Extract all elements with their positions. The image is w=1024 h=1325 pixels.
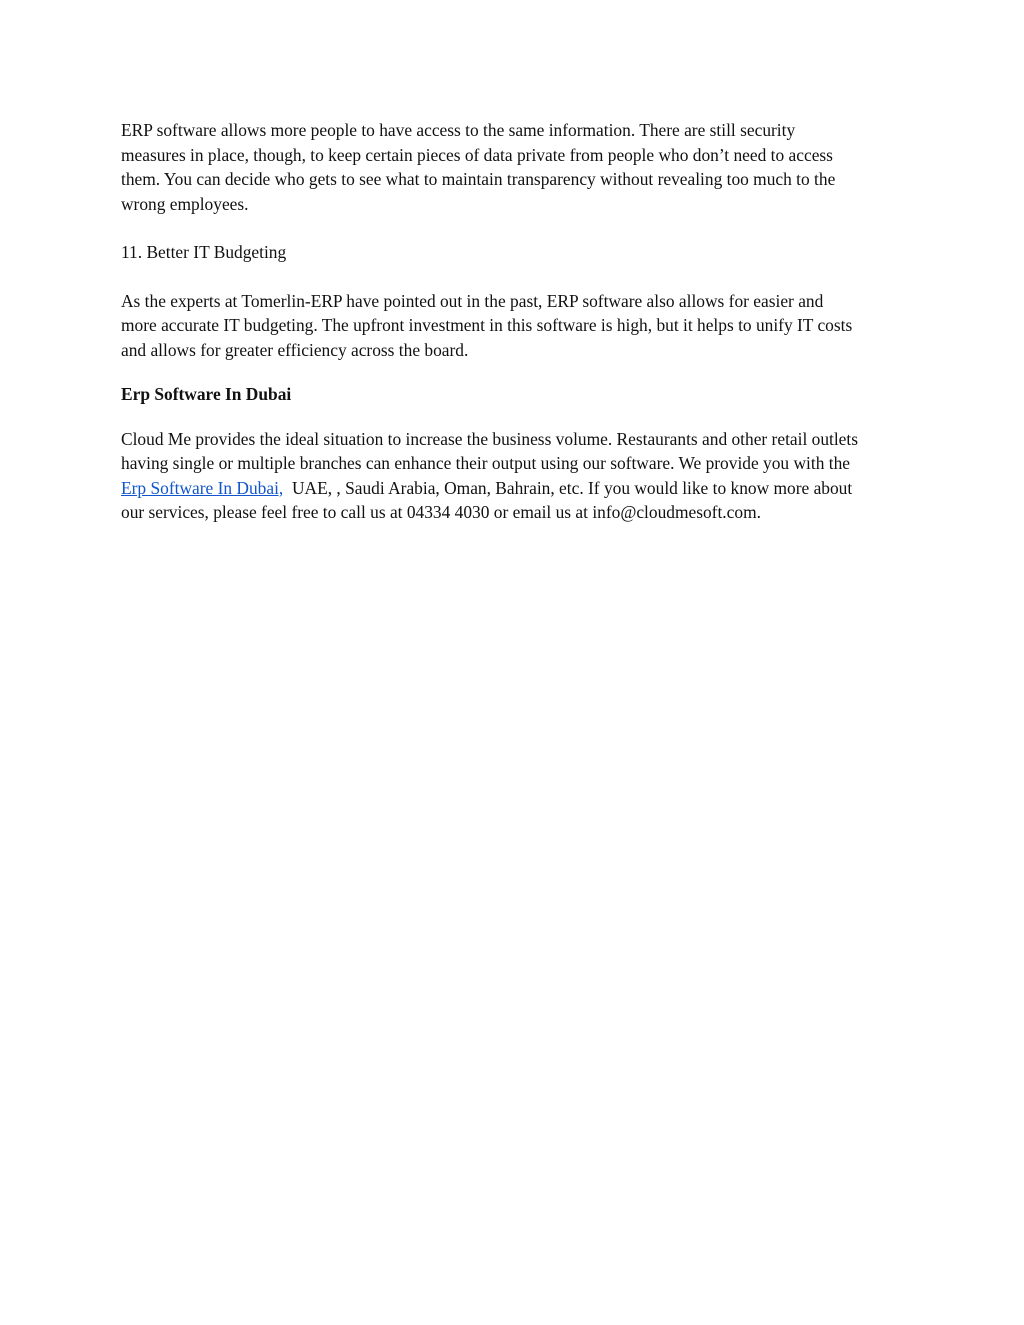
text-line: wrong employees.	[121, 193, 249, 214]
erp-software-dubai-link[interactable]: Erp Software In Dubai,	[121, 477, 284, 498]
heading-erp-software-dubai: Erp Software In Dubai	[121, 384, 292, 404]
document-body	[121, 118, 911, 525]
text-line: having single or multiple branches can enhance their output using our software. We provide you with the	[121, 453, 850, 473]
text-line: them. You can decide who gets to see what to maintain transparency without revealing too much to the	[121, 169, 836, 189]
section-title-it-budgeting: 11. Better IT Budgeting	[121, 242, 287, 262]
text-segment: UAE, , Saudi Arabia, Oman, Bahrain, etc. If you would like to know more about	[283, 477, 853, 498]
text-line: more accurate IT budgeting. The upfront investment in this software is high, but it helps to unify IT costs	[121, 315, 853, 335]
text-line: and allows for greater efficiency across the board.	[121, 339, 469, 360]
paragraph-access-security	[121, 118, 911, 216]
text-line: As the experts at Tomerlin-ERP have pointed out in the past, ERP software also allows for easier and	[121, 290, 824, 311]
text-line: ERP software allows more people to have access to the same information. There are still security	[121, 120, 796, 140]
text-line: measures in place, though, to keep certain pieces of data private from people who don’t need to access	[121, 144, 833, 165]
text-line-with-link	[121, 476, 911, 501]
paragraph-cloud-me	[121, 427, 911, 525]
paragraph-it-budgeting	[121, 289, 911, 363]
text-line: Cloud Me provides the ideal situation to increase the business volume. Restaurants and other retail outlets	[121, 428, 859, 449]
text-line: our services, please feel free to call us at 04334 4030 or email us at info@cloudmesoft.com.	[121, 502, 761, 522]
